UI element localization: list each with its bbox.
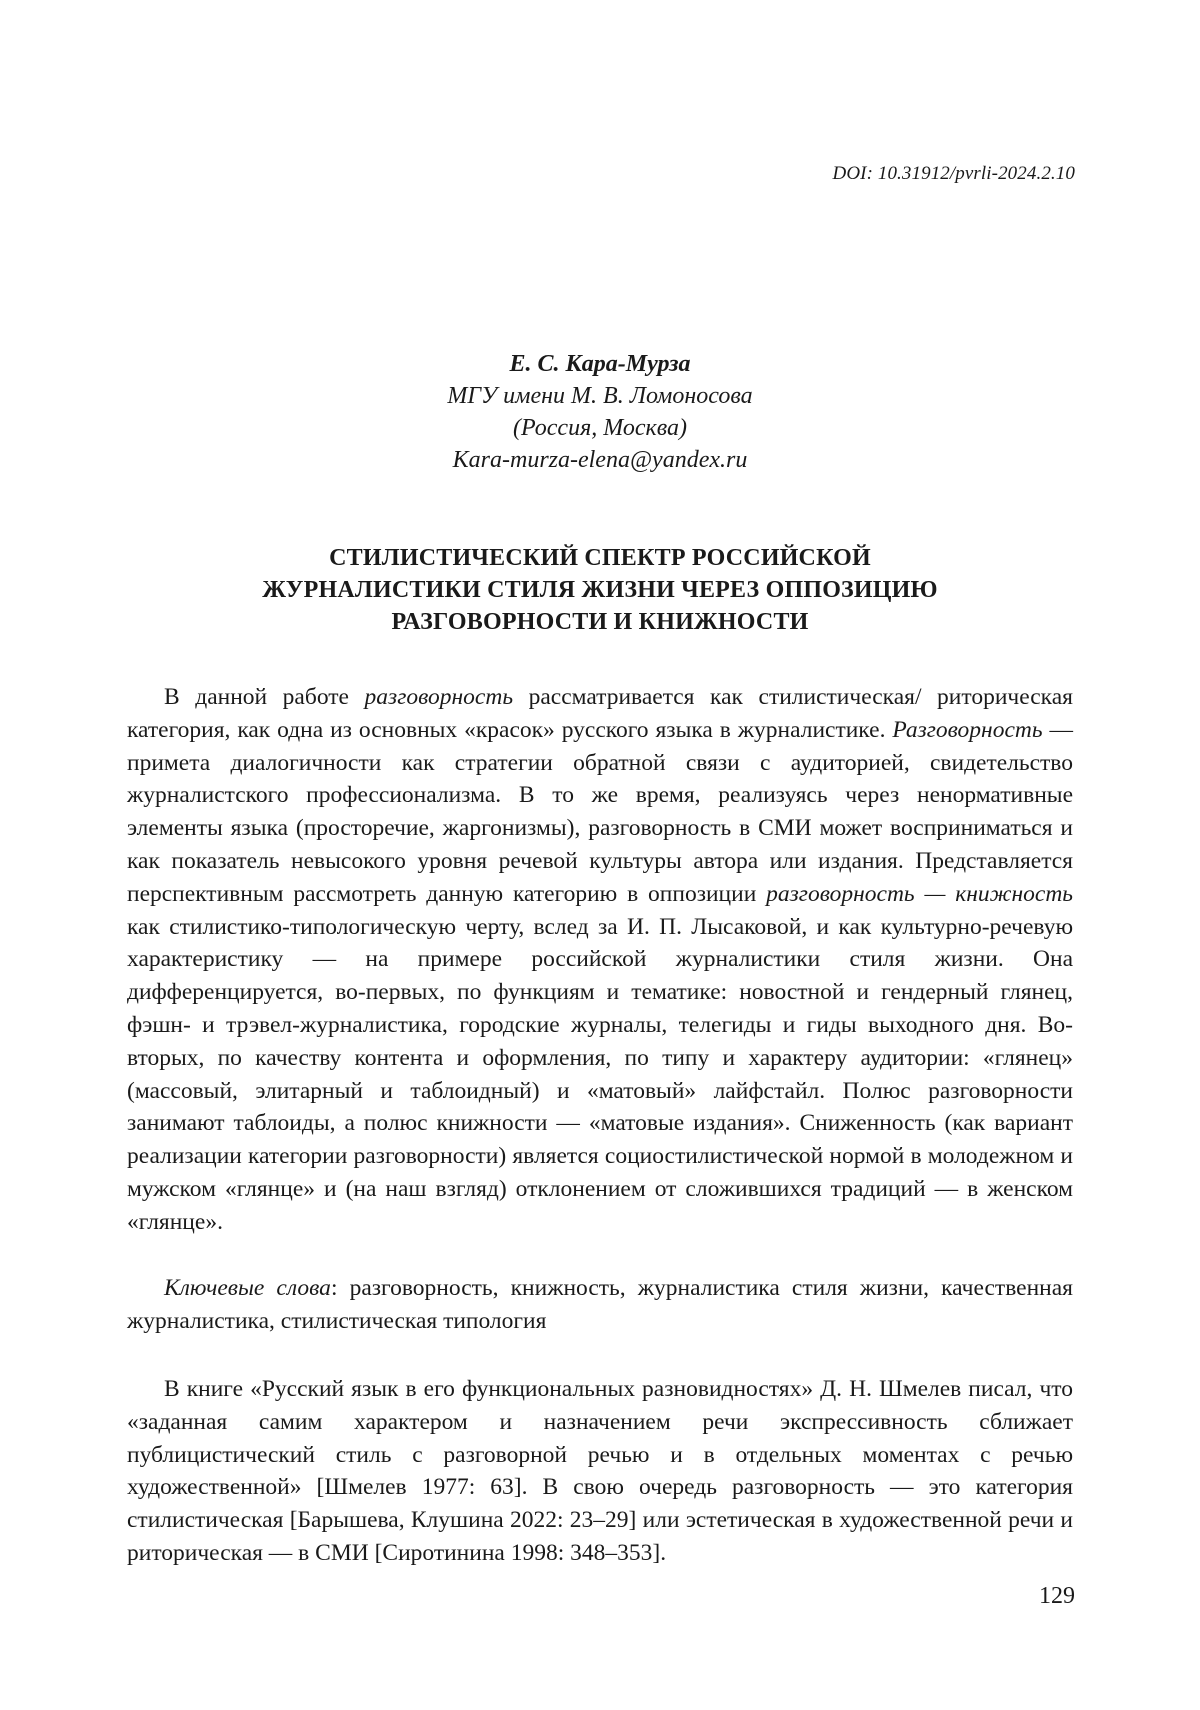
author-email: Kara-murza-elena@yandex.ru xyxy=(452,447,748,473)
keywords xyxy=(127,1272,1073,1338)
doi-identifier: DOI: 10.31912/pvrli-2024.2.10 xyxy=(832,163,1075,184)
intro-section xyxy=(127,1373,1073,1570)
abstract-text-2: рассматривается как стилистическая/ риторическая категория, как одна из основных «красок» русского языка в журналистике. xyxy=(127,684,1073,743)
abstract-term-2: Разговорность xyxy=(892,716,1043,743)
author-affiliation: МГУ имени М. В. Ломоносова xyxy=(447,383,753,409)
keywords-paragraph xyxy=(127,1272,1073,1338)
author-block xyxy=(0,348,1200,476)
abstract-term-3: разговорность — книжность xyxy=(766,880,1073,907)
abstract xyxy=(127,681,1073,1239)
abstract-term-1: разговорность xyxy=(364,684,514,710)
keywords-label: Ключевые слова xyxy=(164,1275,331,1301)
article-title xyxy=(0,542,1200,638)
title-line-2: ЖУРНАЛИСТИКИ СТИЛЯ ЖИЗНИ ЧЕРЕЗ ОППОЗИЦИЮ xyxy=(262,577,938,603)
abstract-text-1: В данной работе xyxy=(164,684,365,710)
abstract-paragraph xyxy=(127,681,1073,1239)
intro-paragraph: В книге «Русский язык в его функциональных разновидностях» Д. Н. Шмелев писал, что «заданная самим характером и назначением речи экспрессивность сближает публицистический стиль с разговорной речью и в отдельных моментах с речью художественной» [Шмелев 1977: 63]. В свою очередь разговорность — это категория стилистическая [Барышева, Клушина 2022: 23–29] или эстетическая в художественной речи и риторическая — в СМИ [Сиротинина 1998: 348–353]. xyxy=(127,1376,1073,1566)
page-number: 129 xyxy=(1039,1583,1075,1609)
title-line-3: РАЗГОВОРНОСТИ И КНИЖНОСТИ xyxy=(391,609,809,635)
title-line-1: СТИЛИСТИЧЕСКИЙ СПЕКТР РОССИЙСКОЙ xyxy=(329,545,871,571)
author-location: (Россия, Москва) xyxy=(512,415,688,441)
abstract-text-4: как стилистико-типологическую черту, вслед за И. П. Лысаковой, и как культурно-речевую характеристику — на примере российской журналистики стиля жизни. Она дифференцируется, во-первых, по функциям и тематике: новостной и гендерный глянец, фэшн- и трэвел-журналистика, городские журналы, телегиды и гиды выходного дня. Во-вторых, по качеству контента и оформления, по типу и характеру аудитории: «глянец» (массовый, элитарный и таблоидный) и «матовый» лайфстайл. Полюс разговорности занимают таблоиды, а полюс книжности — «матовые издания». Сниженность (как вариант реализации категории разговорности) является социостилистической нормой в молодежном и мужском «глянце» и (на наш взгляд) отклонением от сложившихся традиций — в женском «глянце». xyxy=(127,913,1073,1235)
author-name: Е. С. Кара-Мурза xyxy=(509,351,691,377)
keywords-list: : разговорность, книжность, журналистика стиля жизни, качественная журналистика, стилистическая типология xyxy=(127,1275,1073,1334)
abstract-text-3: — примета диалогичности как стратегии обратной связи с аудиторией, свидетельство журналистского профессионализма. В то же время, реализуясь через ненормативные элементы языка (просторечие, жаргонизмы), разговорность в СМИ может восприниматься и как показатель невысокого уровня речевой культуры автора или издания. Представляется перспективным рассмотреть данную категорию в оппозиции xyxy=(127,716,1073,907)
